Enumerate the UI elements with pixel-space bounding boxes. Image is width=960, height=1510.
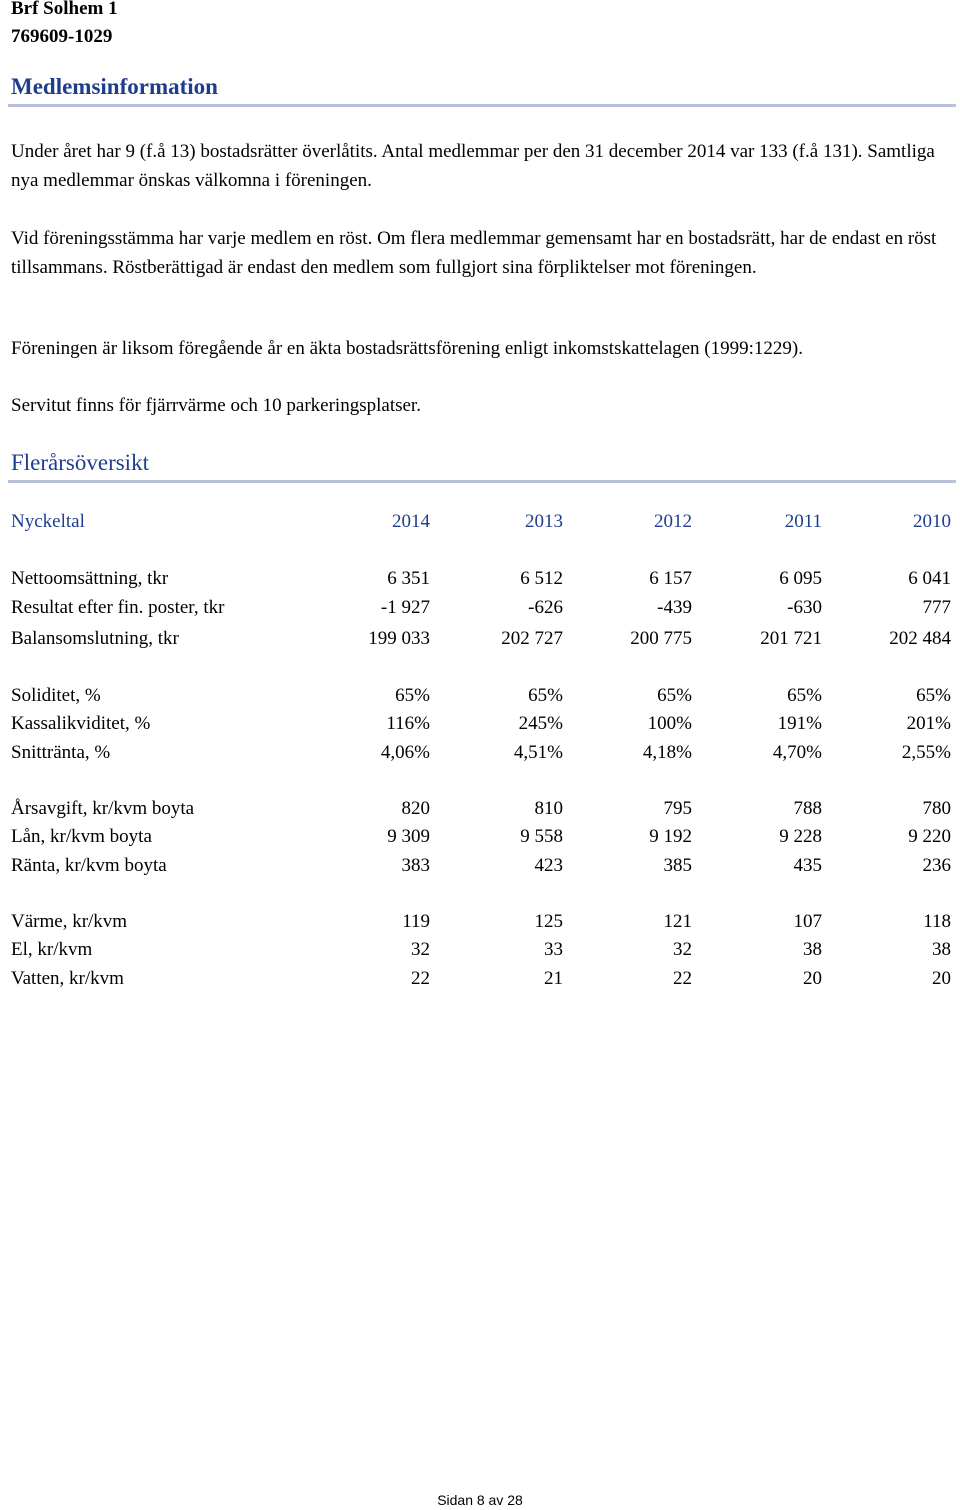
row-label: Årsavgift, kr/kvm boyta: [11, 798, 195, 819]
table-row: [11, 713, 951, 741]
table-row: [11, 939, 951, 967]
section-title-members: Medlemsinformation: [11, 74, 218, 99]
paragraph-easements: Servitut finns för fjärrvärme och 10 parkeringsplatser.: [11, 395, 421, 416]
row-label: Balansomslutning, tkr: [11, 628, 179, 649]
cell-value: 20: [932, 968, 951, 989]
table-row: [11, 685, 951, 713]
row-label: Soliditet, %: [11, 685, 101, 706]
cell-value: 20: [803, 968, 822, 989]
row-label: Resultat efter fin. poster, tkr: [11, 597, 225, 618]
cell-value: 6 351: [387, 568, 430, 589]
row-label: Nettoomsättning, tkr: [11, 568, 169, 589]
row-label: Värme, kr/kvm: [11, 911, 128, 932]
cell-value: 191%: [777, 713, 822, 734]
table-row: [11, 968, 951, 996]
cell-value: 383: [401, 855, 430, 876]
cell-value: 795: [663, 798, 692, 819]
table-row: [11, 855, 951, 883]
cell-value: -439: [657, 597, 692, 618]
cell-value: 9 309: [387, 826, 430, 847]
cell-value: 100%: [647, 713, 692, 734]
cell-value: 22: [411, 968, 430, 989]
column-header-label: Nyckeltal: [11, 511, 85, 532]
cell-value: 777: [922, 597, 951, 618]
cell-value: 245%: [518, 713, 563, 734]
cell-value: 202 727: [501, 628, 563, 649]
cell-value: 9 220: [908, 826, 951, 847]
row-label: Kassalikviditet, %: [11, 713, 151, 734]
organization-number: 769609-1029: [11, 26, 113, 47]
cell-value: 33: [544, 939, 563, 960]
cell-value: 121: [663, 911, 692, 932]
row-label: Vatten, kr/kvm: [11, 968, 124, 989]
cell-value: 199 033: [368, 628, 430, 649]
cell-value: 38: [803, 939, 822, 960]
cell-value: 125: [534, 911, 563, 932]
cell-value: 65%: [528, 685, 563, 706]
cell-value: 435: [793, 855, 822, 876]
cell-value: -630: [787, 597, 822, 618]
paragraph-transfers: Under året har 9 (f.å 13) bostadsrätter överlåtits. Antal medlemmar per den 31 december 2014 var 133 (f.å 131). Samtliga nya medlemmar önskas välkomna i föreningen.: [11, 141, 935, 191]
cell-value: 65%: [395, 685, 430, 706]
table-row: [11, 798, 951, 826]
cell-value: -626: [528, 597, 563, 618]
cell-value: 201 721: [760, 628, 822, 649]
cell-value: 32: [673, 939, 692, 960]
row-label: Snittränta, %: [11, 742, 111, 763]
cell-value: 820: [401, 798, 430, 819]
cell-value: 6 512: [520, 568, 563, 589]
cell-value: 4,06%: [380, 742, 430, 763]
cell-value: 201%: [906, 713, 951, 734]
cell-value: 116%: [386, 713, 430, 734]
cell-value: 21: [544, 968, 563, 989]
cell-value: 38: [932, 939, 951, 960]
column-header-year: 2012: [654, 511, 692, 532]
cell-value: 9 558: [520, 826, 563, 847]
row-label: Ränta, kr/kvm boyta: [11, 855, 167, 876]
paragraph-voting: Vid föreningsstämma har varje medlem en röst. Om flera medlemmar gemensamt har en bostadsrätt, har de endast en röst tillsammans. Röstberättigad är endast den medlem som fullgjort sina förpliktelser mot föreningen.: [11, 228, 937, 278]
cell-value: 2,55%: [901, 742, 951, 763]
column-header-year: 2014: [392, 511, 430, 532]
column-header-year: 2010: [913, 511, 951, 532]
cell-value: 423: [534, 855, 563, 876]
cell-value: 385: [663, 855, 692, 876]
cell-value: 65%: [657, 685, 692, 706]
table-row: [11, 742, 951, 770]
organization-name: Brf Solhem 1: [11, 0, 118, 19]
cell-value: 810: [534, 798, 563, 819]
paragraph-tax-status: Föreningen är liksom föregående år en äkta bostadsrättsförening enligt inkomstskattelagen (1999:1229).: [11, 338, 803, 359]
table-row: [11, 628, 951, 656]
table-row: [11, 597, 951, 625]
cell-value: 4,51%: [513, 742, 563, 763]
cell-value: 65%: [787, 685, 822, 706]
row-label: El, kr/kvm: [11, 939, 93, 960]
table-row: [11, 568, 951, 596]
column-header-year: 2011: [784, 511, 822, 532]
cell-value: 9 192: [649, 826, 692, 847]
section-title-overview: Flerårsöversikt: [11, 450, 149, 475]
section-divider: [8, 104, 956, 107]
cell-value: 22: [673, 968, 692, 989]
cell-value: 4,70%: [772, 742, 822, 763]
table-row: [11, 826, 951, 854]
cell-value: 6 095: [779, 568, 822, 589]
cell-value: 4,18%: [642, 742, 692, 763]
cell-value: 780: [922, 798, 951, 819]
page-number: Sidan 8 av 28: [437, 1492, 523, 1508]
cell-value: 32: [411, 939, 430, 960]
cell-value: 65%: [916, 685, 951, 706]
cell-value: 118: [923, 911, 951, 932]
table-header: [11, 511, 951, 539]
cell-value: 107: [793, 911, 822, 932]
cell-value: 202 484: [889, 628, 951, 649]
row-label: Lån, kr/kvm boyta: [11, 826, 152, 847]
table-row: [11, 911, 951, 939]
cell-value: 236: [922, 855, 951, 876]
column-header-year: 2013: [525, 511, 563, 532]
cell-value: 200 775: [630, 628, 692, 649]
cell-value: 9 228: [779, 826, 822, 847]
cell-value: 6 157: [649, 568, 692, 589]
section-divider: [8, 480, 956, 483]
cell-value: 119: [402, 911, 430, 932]
cell-value: -1 927: [380, 597, 430, 618]
cell-value: 6 041: [908, 568, 951, 589]
cell-value: 788: [793, 798, 822, 819]
